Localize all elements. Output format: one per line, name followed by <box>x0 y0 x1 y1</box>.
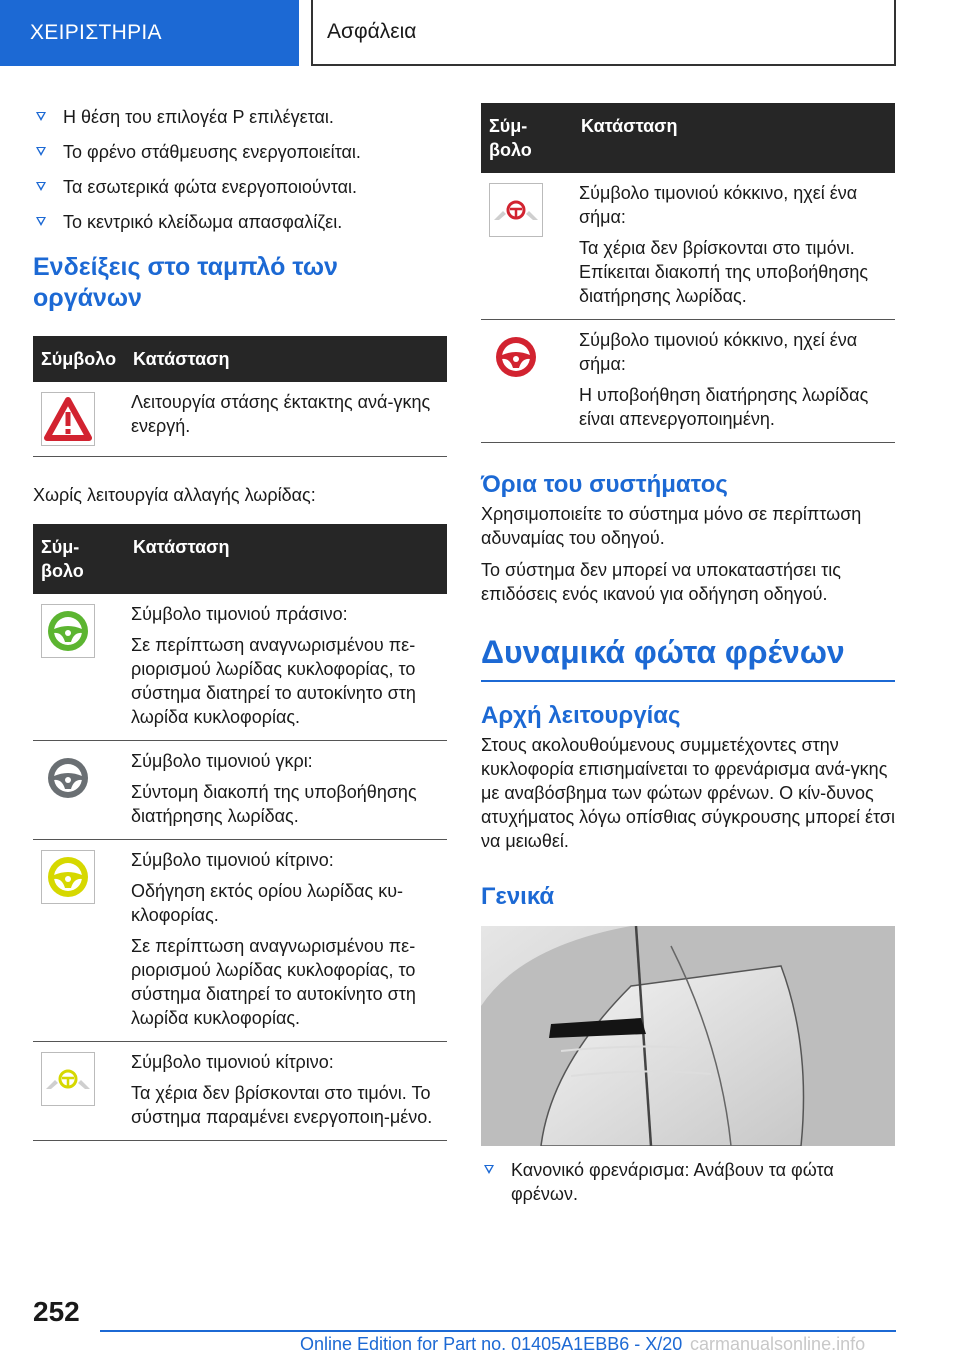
hands-on-wheel-red-icon <box>489 183 543 237</box>
list-item <box>33 175 447 199</box>
symbol-cell <box>33 741 125 840</box>
status-text: Οδήγηση εκτός ορίου λωρίδας κυ-κλοφορίας. <box>131 881 404 925</box>
hands-on-wheel-yellow-icon <box>41 1052 95 1106</box>
table-row <box>33 1042 447 1141</box>
steering-wheel-gray-icon <box>41 751 95 805</box>
status-text: Σε περίπτωση αναγνωρισμένου πε-ριορισμού λωρίδας κυκλοφορίας, το σύστημα διατηρεί το αυτοκίνητο στη λωρίδα κυκλοφορίας. <box>131 635 416 727</box>
list-item <box>481 1158 895 1206</box>
status-text: Σύντομη διακοπή της υποβοήθησης διατήρησης λωρίδας. <box>131 782 417 826</box>
no-lane-change-label: Χωρίς λειτουργία αλλαγής λωρίδας: <box>33 485 316 505</box>
steering-wheel-yellow-icon <box>41 850 95 904</box>
list-item-text: Το κεντρικό κλείδωμα απασφαλίζει. <box>63 212 343 232</box>
list-item-text: Το φρένο στάθμευσης ενεργοποιείται. <box>63 142 361 162</box>
status-text: Σύμβολο τιμονιού κόκκινο, ηχεί ένα σήμα: <box>579 183 858 227</box>
triangle-bullet-icon <box>36 182 46 191</box>
status-text: Η υποβοήθηση διατήρησης λωρίδας είναι απενεργοποιημένη. <box>579 385 869 429</box>
heading-dashboard-indicators: Ενδείξεις στο ταμπλό των οργάνων <box>33 253 338 312</box>
left-column <box>33 100 447 1141</box>
principle-paragraph: Στους ακολουθούμενους συμμετέχοντες στην κυκλοφορία επισημαίνεται το φρενάρισμα ανά-γκης με αναβόσβημα των φώτων φρένων. Ο κίν-δυνος ατυχήματος λόγω οπίσθιας σύγκρουσης μπορεί έτσι να μειωθεί. <box>481 735 895 851</box>
heading-general: Γενικά <box>481 883 555 910</box>
indicator-table-lane-keeping <box>33 524 447 1141</box>
list-item-text: Τα εσωτερικά φώτα ενεργοποιούνται. <box>63 177 357 197</box>
list-item-text: Η θέση του επιλογέα P επιλέγεται. <box>63 107 334 127</box>
col-header-symbol: Σύμ-βολο <box>33 524 125 594</box>
status-text: Τα χέρια δεν βρίσκονται στο τιμόνι. Το σύστημα παραμένει ενεργοποιη-μένο. <box>131 1083 433 1127</box>
triangle-bullet-icon <box>36 217 46 226</box>
status-cell <box>125 1042 447 1141</box>
limits-paragraph: Το σύστημα δεν μπορεί να υποκαταστήσει τις επιδόσεις ενός ικανού για οδήγηση οδηγού. <box>481 560 841 604</box>
symbol-cell <box>33 594 125 741</box>
watermark: carmanualsonline.info <box>690 1334 866 1354</box>
col-header-status: Κατάσταση <box>573 103 895 173</box>
table-row <box>33 594 447 741</box>
selector-bullet-list <box>33 105 447 234</box>
general-bullet-list <box>481 1158 895 1206</box>
status-cell <box>125 741 447 840</box>
status-text: Σύμβολο τιμονιού πράσινο: <box>131 604 348 624</box>
warning-triangle-icon <box>41 392 95 446</box>
status-cell <box>125 840 447 1042</box>
table-row <box>33 840 447 1042</box>
section-title: Ασφάλεια <box>311 0 896 66</box>
table-row <box>33 741 447 840</box>
table-row <box>481 173 895 320</box>
status-text: Σύμβολο τιμονιού κόκκινο, ηχεί ένα σήμα: <box>579 330 858 374</box>
steering-wheel-green-icon <box>41 604 95 658</box>
right-column <box>481 103 895 1217</box>
symbol-cell <box>33 840 125 1042</box>
indicator-table-lane-keeping-red <box>481 103 895 443</box>
status-cell <box>125 382 447 457</box>
heading-dynamic-brake-lights: Δυναμικά φώτα φρένων <box>481 632 895 682</box>
limits-paragraph: Χρησιμοποιείτε το σύστημα μόνο σε περίπτωση αδυναμίας του οδηγού. <box>481 504 862 548</box>
tail-light-photo <box>481 926 895 1146</box>
indicator-table-emergency <box>33 336 447 457</box>
status-text: Λειτουργία στάσης έκτακτης ανά-γκης ενεργή. <box>131 392 431 436</box>
col-header-symbol: Σύμβολο <box>33 336 125 382</box>
heading-principle: Αρχή λειτουργίας <box>481 702 681 729</box>
status-cell <box>125 594 447 741</box>
triangle-bullet-icon <box>36 112 46 121</box>
status-text: Σε περίπτωση αναγνωρισμένου πε-ριορισμού λωρίδας κυκλοφορίας, το σύστημα διατηρεί το αυτοκίνητο στη λωρίδα κυκλοφορίας. <box>131 936 416 1028</box>
symbol-cell <box>33 382 125 457</box>
chapter-tab: ΧΕΙΡΙΣΤΗΡΙΑ <box>0 0 299 66</box>
status-text: Σύμβολο τιμονιού γκρι: <box>131 751 313 771</box>
col-header-status: Κατάσταση <box>125 524 447 594</box>
triangle-bullet-icon <box>36 147 46 156</box>
list-item <box>33 210 447 234</box>
page-number: 252 <box>33 1296 80 1327</box>
symbol-cell <box>481 173 573 320</box>
status-text: Τα χέρια δεν βρίσκονται στο τιμόνι. Επίκειται διακοπή της υποβοήθησης διατήρησης λωρίδας. <box>579 238 869 306</box>
symbol-cell <box>481 320 573 443</box>
heading-system-limits: Όρια του συστήματος <box>481 471 728 498</box>
list-item <box>33 140 447 164</box>
status-cell <box>573 320 895 443</box>
table-row <box>33 382 447 457</box>
col-header-symbol: Σύμ-βολο <box>481 103 573 173</box>
list-item-text: Κανονικό φρενάρισμα: Ανάβουν τα φώτα φρένων. <box>511 1160 834 1204</box>
footer-divider <box>100 1330 896 1332</box>
status-cell <box>573 173 895 320</box>
list-item <box>33 105 447 129</box>
table-row <box>481 320 895 443</box>
triangle-bullet-icon <box>484 1165 494 1174</box>
symbol-cell <box>33 1042 125 1141</box>
footer-edition: Online Edition for Part no. 01405A1EBB6 - X/20 <box>300 1334 683 1354</box>
steering-wheel-red-icon <box>489 330 543 384</box>
status-text: Σύμβολο τιμονιού κίτρινο: <box>131 850 334 870</box>
status-text: Σύμβολο τιμονιού κίτρινο: <box>131 1052 334 1072</box>
col-header-status: Κατάσταση <box>125 336 447 382</box>
